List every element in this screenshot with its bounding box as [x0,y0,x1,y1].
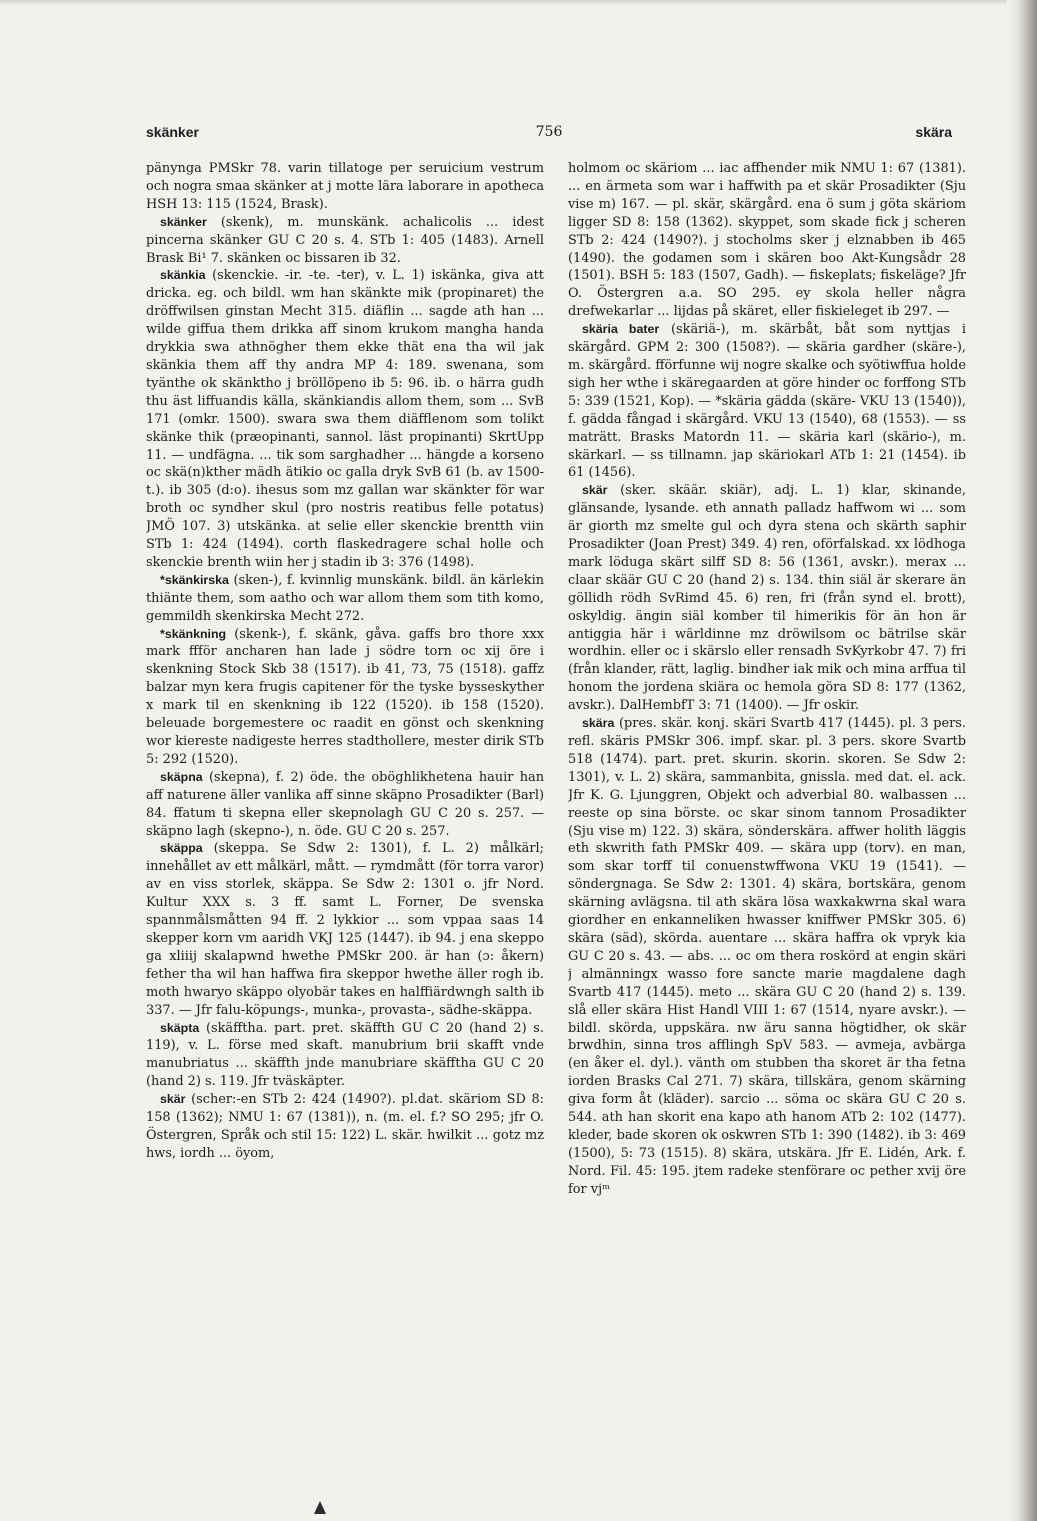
entry [146,267,544,571]
entry [146,214,544,268]
entry-headword: skänkia [160,268,206,283]
scan-debris-mark-icon [313,1498,327,1514]
running-head-right-word: skära [915,124,952,140]
entry [146,572,544,626]
entry [146,1020,544,1092]
entry-headword: *skänkirska [160,572,229,587]
entry-continuation: pänynga PMSkr 78. varin tillatoge per seruicium vestrum och nogra smaa skänker at j motte lära laborare in apotheca HSH 13: 115 (1524, Brask). [146,161,544,212]
entry-body: (sker. skäär. skiär), adj. L. 1) klar, skinande, glänsande, lysande. eth annath palladz haffwom wi ... som är giorth mz smelte gul och dyra stena och skärth saphir Prosadikter (Joan Prest) 349. 4) ren, oförfalskad. xx lödhoga mark löduga skärt silff SD 8: 56 (1361, avskr.). merax ... claar skäär GU C 20 (hand 2) s. 134. thin siäl är skerare än göllidh rödh SvRimd 45. 6) ren, fri (från synd el. brott), oskyldig. ängin siäl komber til himerikis för än hon är antiggia här i wärldinne mz dröwilsom oc bätrilse skär wordhin. eller oc i skärslo eller rensadh SvKyrkobr 47. 7) fri (från klander, rätt, laglig. bindher iak mik och mina arffua til honom the jordena skiära oc hemola göra SD 8: 177 (1362, avskr.). DalHembfT 3: 71 (1400). — Jfr oskir. [568,483,966,714]
entry [146,1091,544,1163]
entry-headword: skäria bater [582,322,660,337]
entry-headword: skär [160,1092,186,1107]
entry-body: (skenk), m. munskänk. achalicolis ... idest pincerna skänker GU C 20 s. 4. STb 1: 405 (1483). Arnell Brask Bi¹ 7. skänken oc bissaren ib 32. [146,214,544,266]
entry [568,715,966,1198]
entry-headword: skäpta [160,1020,200,1035]
right-column [568,160,966,1360]
entry [568,321,966,482]
entry-body: (skäfftha. part. pret. skäffth GU C 20 (hand 2) s. 119), v. L. förse med skaft. manubrium brii skafft vnde manubriatus ... skäffth jnde manubriare skäfftha GU C 20 (hand 2) s. 119. Jfr tväskäpter. [146,1020,544,1090]
entry [146,769,544,841]
entry-continuation: holmom oc skäriom ... iac affhender mik NMU 1: 67 (1381). ... en ärmeta som war i haffwith pa et skär Prosadikter (Sju vise m) 167. — pl. skär, skärgård. ena ö sum j göta skäriom ligger SD 8: 158 (1362). skyppet, som skade fick j scheren STb 2: 424 (1490?). j stocholms sker j elznabben ib 465 (1490). the godamen som i skären boo Akt-Kungsådr 28 (1501). BSH 5: 183 (1507, Gadh). — fiskeplats; fiskeläge? Jfr O. Östergren a.a. SO 295. ey skola heller några drefwekarlar ... lijdas på skäret, eller fiskieleget ib 297. — [568,161,966,320]
page-number: 756 [535,124,563,140]
entry-body: (scher:-en STb 2: 424 (1490?). pl.dat. skäriom SD 8: 158 (1362); NMU 1: 67 (1381)), n. (m. el. f.? SO 295; jfr O. Östergren, Språk och stil 15: 122) L. skär. hwilkit ... gotz mz hws, iordh ... öyom, [146,1092,544,1161]
entry-body: (sken-), f. kvinnlig munskänk. bildl. än kärlekin thiänte them, som aatho och war allom them som tith komo, gemmildh skenkirska Mecht 272. [146,572,544,624]
entry-body: (skeppa. Se Sdw 2: 1301), f. L. 2) målkärl; innehållet av ett målkärl, mått. — rymdmått (för torra varor) av en viss storlek, skäppa. Se Sdw 2: 1301 o. jfr Nord. Kultur XXX s. 3 ff. samt L. Forner, De svenska spannmålsmåtten 94 ff. 2 lykkior ... som vppaa saas 14 skepper korn vm aaridh VKJ 125 (1447). ib 94. j ena skeppo ga xliiij skalapwnd hwethe PMSkr 200. är han (ɔ: åkern) fether tha wil han haffwa fira skeppor hwethe äller rogh ib. moth hwaryo skäppo olyobär takes en halffiärdwngh salth ib 337. — Jfr falu-köpungs-, munka-, provasta-, sädhe-skäppa. [146,841,544,1018]
entry-body: (skenk-), f. skänk, gåva. gaffs bro thore xxx mark ffför ancharen han lade j södre torn oc xij öre i skenkning Stock Skb 38 (1517). ib 41, 73, 75 (1518). gaffz balzar myn kera frugis capitener för the tyske bysseskyther x mark til en skenkning ib 122 (1520). ib 158 (1520). beleuade borgemestere oc raadit en gönst och skenkning wor kiereste nadigeste herres stadthollere, mester dirik STb 5: 292 (1520). [146,626,544,767]
entry-headword: *skänkning [160,626,227,641]
entry-body: (skepna), f. 2) öde. the oböghlikhetena hauir han aff naturene äller vanlika aff sinne skäpno Prosadikter (Barl) 84. ffatum ti skepna eller skepnolagh GU C 20 s. 257. — skäpno lagh (skepno-), n. öde. GU C 20 s. 257. [146,769,544,839]
entry [568,482,966,715]
left-column [146,160,544,1360]
entry-headword: skänker [160,214,207,229]
entry-headword: skär [582,483,608,498]
entry-body: (skäriä-), m. skärbåt, båt som nyttjas i skärgård. GPM 2: 300 (1508?). — skäria gardher (skäre-), m. skärgård. fförfunne wij nogre skalke och syötiwffua holde sigh her wthe i skäregaarden at göre hinder oc forffong STb 5: 339 (1521, Kop). — *skäria gädda (skäre- VKU 13 (1540)), f. gädda fångad i skärgård. VKU 13 (1540), 68 (1553). — ss maträtt. Brasks Matordn 11. — skäria karl (skärio-), m. skärkarl. — ss tillnamn. jap skäriokarl ATb 1: 21 (1454). ib 61 (1456). [568,322,966,481]
entry [146,626,544,769]
entry-headword: skäpna [160,769,203,784]
entry-headword: skäppa [160,841,203,856]
entry-body: (skenckie. -ir. -te. -ter), v. L. 1) iskänka, giva att dricka. eg. och bildl. wm han skänkte mik (propinaret) the dröffwilsen ginstan Mecht 315. diäflin ... sagde ath han ... wilde giffua them drikka aff sinom krukom mangha handa drykkia swa athnögher them ekke thät ena tha wil jak skänkia them aff thy andra MP 4: 189. swenana, som tyänthe ok skänktho j bröllöpeno ib 5: 96. ib. o härra gudh thu äst liffuandis källa, skänkiandis allom them, som ... SvB 171 (omkr. 1500). swara swa them diäfflenom som tolikt skänke thik (præopinanti, sannol. läst propinanti) SkrtUpp 11. — undfägna. ... tik som sarghadher ... hängde a korseno oc skä(n)kther mädh ätikio oc galla dryk SvB 61 (b. av 1500-t.). ib 305 (d:o). ihesus som mz gallan war skänkter för war broth oc syndher skul (pro nostris reatibus felle potatus) JMÖ 107. 3) utskänka. at selie eller skenckie brentth viin STb 1: 424 (1494). corth flaskedragere schal holle och skenckie brenth wiin her j stadin ib 3: 376 (1498). [146,268,544,570]
entry [146,840,544,1019]
running-head [146,124,952,144]
entry-headword: skära [582,716,615,731]
running-head-left-word: skänker [146,124,199,140]
entry-body: (pres. skär. konj. skäri Svartb 417 (1445). pl. 3 pers. refl. skäris PMSkr 306. impf. skar. pl. 3 pers. skore Svartb 518 (1474). part. pret. skurin. skorin. skoren. Se Sdw 2: 1301), v. L. 2) skära, sammanbita, gnissla. med dat. el. ack. Jfr K. G. Ljunggren, Objekt och adverbial 80. walbassen ... reeste op sina börste. oc skar sinom tannom Prosadikter (Sju vise m) 122. 3) skära, sönderskära. affwer holith läggis eth skwrith fath PMSkr 409. — skära upp (torv). en man, som skar torff til conuenstwffwona VKU 19 (1541). — söndergnaga. Se Sdw 2: 1301. 4) skära, bortskära, genom skärning avlägsna. til ath skära lösa waxkakwrna skal wara giordher en enkanneliken hwasser kniffwer PMSkr 305. 6) skära (säd), skörda. auentare ... skära haffra ok vpryk kia GU C 20 s. 43. — abs. ... oc om thera roskörd at engin skäri j almänningx wasso fore sancte marie magdalene dagh Svartb 417 (1445). meto ... skära GU C 20 (hand 2) s. 139. slå eller skära Hist Handl VIII 1: 67 (1514, nyare avskr.). — bildl. skörda, uppskära. nw äru sanna högtidher, ok skär brwdhin, sinna tros afflingh SpV 583. — avmeja, avbärga (en åker el. dyl.). vänth om stubben tha skoret är tha fetna iorden Brasks Cal 271. 7) skära, tillskära, genom skärning giva form åt (kläder). sarcio ... söma oc skära GU C 20 s. 544. ath han skorit ena kapo ath hanom ATb 2: 102 (1477). kleder, bade skoren ok oskwren STb 1: 390 (1482). ib 3: 469 (1500), 5: 73 (1515). 8) skära, utskära. Jfr E. Lidén, Ark. f. Nord. Fil. 45: 195. jtem radeke stenförare oc pether xvij öre for vjᵐ [568,716,966,1197]
